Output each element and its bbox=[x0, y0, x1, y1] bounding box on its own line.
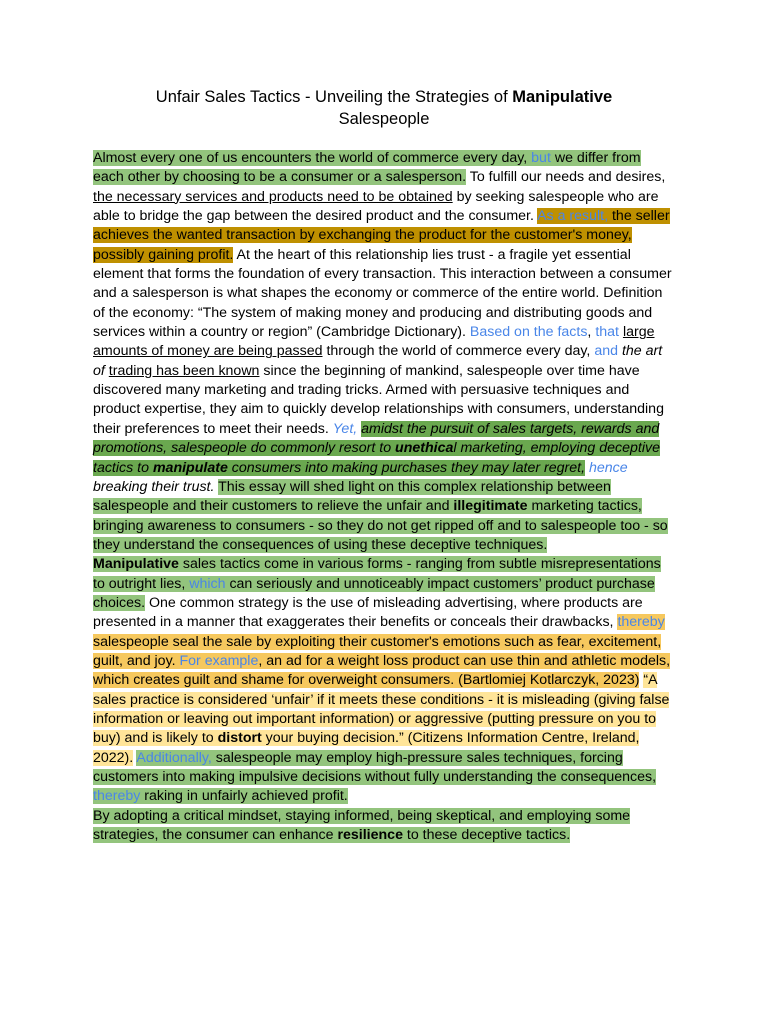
text-run: At the heart of this relationship lies trust - a fragile yet essential element that forms the foundation of every transaction. This interaction between a consumer and a salesperson is what shapes the economy or commerce of the entire world. Definition of the economy: “The system of making money and producing and distributing goods and services within a country or region” (Cambridge Dictionary). bbox=[93, 246, 672, 341]
text-run: Almost every one of us encounters the world of commerce every day, bbox=[93, 150, 532, 166]
underlined-phrase: trading has been known bbox=[108, 362, 260, 379]
connector-word: and bbox=[594, 343, 618, 360]
paragraph-introduction bbox=[93, 149, 675, 555]
highlight-green bbox=[93, 750, 656, 805]
text-run: salespeople seal the sale by exploiting their customer's emotions such as fear, excitement, guilt, and joy. bbox=[93, 633, 662, 669]
text-run: through the world of commerce every day, bbox=[322, 343, 595, 360]
text-run: sales tactics come in various forms - ranging from subtle misrepresentations to outright lies, bbox=[93, 556, 661, 592]
highlight-green bbox=[93, 808, 630, 843]
title-second-line: Salespeople bbox=[338, 110, 430, 128]
text-run: To fulfill our needs and desires, bbox=[466, 169, 666, 186]
text-run: to these deceptive tactics. bbox=[402, 827, 571, 844]
bold-word: distort bbox=[217, 730, 262, 747]
title-bold-word: Manipulative bbox=[512, 88, 613, 106]
paragraph-conclusion bbox=[93, 807, 675, 846]
paragraph-tactics bbox=[93, 555, 675, 806]
connector-word: Additionally, bbox=[136, 749, 212, 766]
bold-word: illegitimate bbox=[453, 498, 528, 515]
bold-word: manipulate bbox=[152, 459, 228, 476]
connector-word: For example bbox=[179, 652, 259, 669]
text-run: raking in unfairly achieved profit. bbox=[140, 788, 348, 805]
connector-word: Yet, bbox=[332, 420, 358, 437]
connector-word: thereby bbox=[617, 614, 665, 631]
connector-word: that bbox=[595, 324, 619, 341]
text-run: salespeople may employ high-pressure sales techniques, forcing customers into making impulsive decisions without fully understanding the consequences, bbox=[93, 749, 657, 785]
text-run: One common strategy is the use of misleading advertising, where products are presented in a manner that exaggerates their benefits or conceals their drawbacks, bbox=[93, 594, 643, 631]
quote-text: your buying decision.” (Citizens Information Centre, Ireland, 2022). bbox=[93, 730, 640, 766]
text-run: by seeking salespeople who are able to bridge the gap between the desired product and the consumer. bbox=[93, 188, 659, 225]
text-run: we differ from each other by choosing to be a consumer or a salesperson. bbox=[93, 150, 641, 186]
text-run: can seriously and unnoticeably impact customers’ product purchase choices. bbox=[93, 575, 655, 611]
quote-text: “A sales practice is considered ‘unfair’ if it meets these conditions - it is misleading (giving false information or leaving out important information) or aggressive (putting pressure on you to buy) and is likely to bbox=[93, 672, 670, 747]
essay-body bbox=[93, 149, 675, 845]
italic-phrase: breaking their trust. bbox=[93, 478, 215, 495]
underlined-phrase: the necessary services and products need to be obtained bbox=[93, 188, 453, 205]
text-run: , bbox=[587, 324, 596, 341]
text-run: consumers into making purchases they may later regret, bbox=[227, 459, 586, 476]
text-run: , an ad for a weight loss product can use thin and athletic models, which creates guilt and shame for overweight consumers. (Bartlomiej Kotlarczyk, 2023) bbox=[93, 652, 671, 689]
bold-word: resilience bbox=[337, 827, 403, 844]
connector-word: Based on the facts bbox=[469, 324, 588, 341]
italic-phrase: the art of bbox=[93, 343, 663, 379]
title-text: Unfair Sales Tactics - Unveiling the Strategies of bbox=[155, 88, 513, 106]
text-run: By adopting a critical mindset, staying informed, being skeptical, and employing some strategies, the consumer can enhance bbox=[93, 807, 631, 844]
bold-word: unethica bbox=[395, 440, 454, 457]
connector-word: As a result, bbox=[537, 208, 609, 225]
document-title bbox=[93, 86, 675, 130]
text-run: marketing tactics, bringing awareness to consumers - so they do not get ripped off and to salespeople too - so they understand the consequences of using these deceptive techniques. bbox=[93, 498, 668, 553]
connector-word: thereby bbox=[93, 788, 141, 805]
bold-word: Manipulative bbox=[93, 556, 179, 573]
text-run: amidst the pursuit of sales targets, rewards and promotions, salespeople do commonly resort to bbox=[93, 420, 660, 457]
text-run: l marketing, employing deceptive tactics to bbox=[93, 440, 660, 476]
text-run: since the beginning of mankind, salespeople over time have discovered many marketing and trading tricks. Armed with persuasive techniques and product expertise, they aim to quickly develop relationships with consumers, understanding their preferences to meet their needs. bbox=[93, 362, 664, 437]
connector-word: hence bbox=[589, 459, 628, 476]
text-run: the seller achieves the wanted transaction by exchanging the product for the customer's money, possibly gaining profit. bbox=[93, 208, 670, 263]
connector-word: but bbox=[531, 150, 551, 166]
connector-word: which bbox=[189, 575, 226, 592]
underlined-phrase: large amounts of money are being passed bbox=[93, 324, 655, 360]
text-run: This essay will shed light on this complex relationship between salespeople and their customers to relieve the unfair and bbox=[93, 478, 611, 515]
